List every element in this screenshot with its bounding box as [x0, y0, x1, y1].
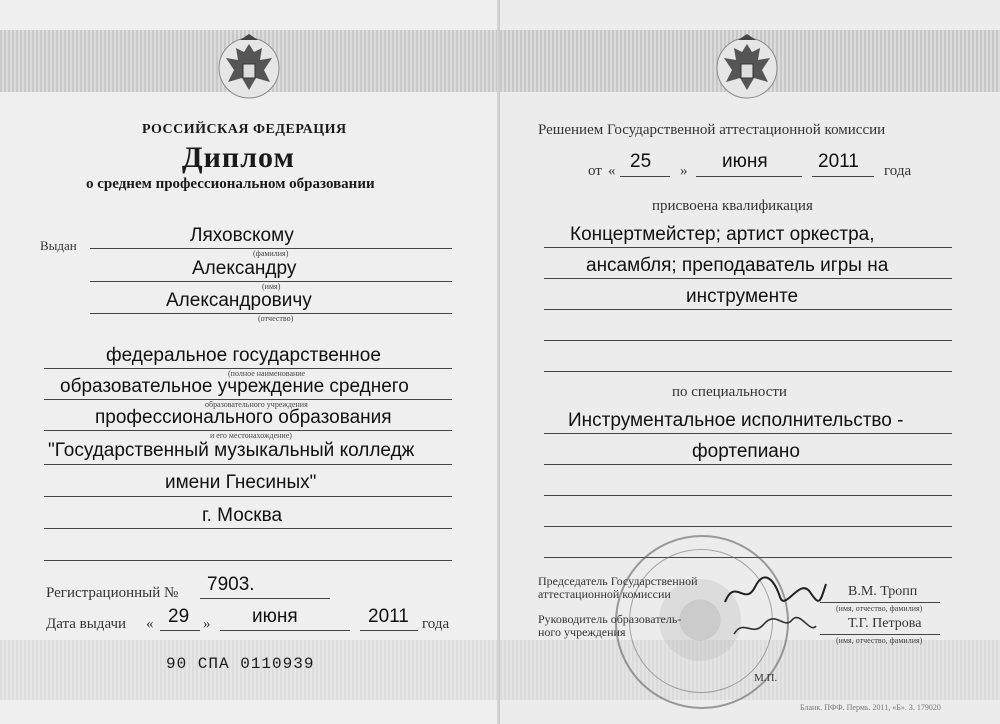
specialty-underline-1	[544, 433, 952, 434]
institution-underline-5	[44, 496, 452, 497]
issue-day: 29	[168, 606, 190, 627]
institution-underline-4	[44, 464, 452, 465]
open-quote: «	[146, 616, 154, 632]
blank-underline	[44, 560, 452, 561]
diploma-title: Диплом	[182, 141, 295, 174]
head-label-1: Руководитель образователь-	[538, 612, 682, 626]
specialty-label: по специальности	[672, 384, 787, 400]
issue-month-underline	[220, 630, 350, 631]
decision-day: 25	[630, 151, 652, 172]
qualification-line-3: инструменте	[686, 286, 799, 307]
institution-line-3: профессионального образования	[95, 407, 392, 428]
chair-signature	[720, 572, 830, 612]
specialty-line-2: фортепиано	[692, 441, 800, 462]
head-name-caption: (имя, отчество, фамилия)	[836, 636, 923, 645]
right-open-quote: «	[608, 163, 616, 179]
qualification-label: присвоена квалификация	[652, 198, 813, 214]
decision-year-suffix: года	[884, 163, 912, 179]
registration-underline	[200, 598, 330, 599]
blank-underline-r4	[544, 526, 952, 527]
issue-year-underline	[360, 630, 418, 631]
specialty-line-1: Инструментальное исполнительство -	[568, 410, 904, 431]
chair-name: В.М. Тропп	[848, 584, 918, 599]
institution-caption-3: и его местонахождение)	[210, 431, 292, 440]
right-close-quote: »	[680, 163, 688, 179]
chair-label-2: аттестационной комиссии	[538, 587, 671, 601]
registration-label: Регистрационный №	[46, 585, 179, 601]
issue-date-label: Дата выдачи	[46, 616, 127, 632]
issue-month: июня	[252, 606, 298, 627]
registration-number: 7903.	[207, 574, 255, 595]
specialty-underline-2	[544, 464, 952, 465]
institution-caption-1: (полное наименование	[228, 369, 306, 378]
coat-of-arms-emblem-right	[714, 30, 780, 100]
head-signature	[730, 612, 820, 642]
serial-number: 90 СПА 0110939	[166, 655, 315, 673]
seal-label: М.П.	[754, 672, 778, 684]
blank-underline-r1	[544, 340, 952, 341]
chair-name-caption: (имя, отчество, фамилия)	[836, 604, 923, 613]
surname-caption: (фамилия)	[253, 249, 289, 258]
issue-year-suffix: года	[422, 616, 450, 632]
qualification-line-2: ансамбля; преподаватель игры на	[586, 255, 889, 276]
head-name-underline	[820, 634, 940, 635]
decision-month: июня	[722, 151, 768, 172]
commission-decision: Решением Государственной аттестационной комиссии	[538, 122, 886, 138]
chair-label-1: Председатель Государственной	[538, 574, 698, 588]
federation-heading: РОССИЙСКАЯ ФЕДЕРАЦИЯ	[142, 122, 347, 137]
blank-underline-r2	[544, 371, 952, 372]
issue-year: 2011	[368, 606, 409, 627]
qualification-underline-2	[544, 278, 952, 279]
coat-of-arms-emblem-left	[216, 30, 282, 100]
head-label-2: ного учреждения	[538, 625, 626, 639]
institution-caption-2: образовательного учреждения	[205, 400, 308, 409]
issued-label: Выдан	[40, 238, 77, 253]
chair-name-underline	[820, 602, 940, 603]
head-name: Т.Г. Петрова	[848, 616, 922, 631]
blank-underline-r3	[544, 495, 952, 496]
city-value: г. Москва	[202, 505, 283, 526]
qualification-underline-3	[544, 309, 952, 310]
patronymic-caption: (отчество)	[258, 314, 294, 323]
institution-line-1: федеральное государственное	[106, 345, 381, 366]
city-underline	[44, 528, 452, 529]
institution-line-2: образовательное учреждение среднего	[60, 376, 409, 397]
decision-day-underline	[620, 176, 670, 177]
decision-year: 2011	[818, 151, 859, 172]
name-caption: (имя)	[262, 282, 281, 291]
close-quote: »	[203, 616, 211, 632]
qualification-line-1: Концертмейстер; артист оркестра,	[570, 224, 875, 245]
institution-line-4: "Государственный музыкальный колледж	[48, 440, 415, 461]
patronymic-value: Александровичу	[166, 290, 312, 311]
decision-year-underline	[812, 176, 874, 177]
from-label: от	[588, 163, 602, 179]
name-value: Александру	[192, 258, 297, 279]
diploma-subtitle: о среднем профессиональном образовании	[86, 176, 375, 192]
print-info: Бланк. ПФФ. Пермь. 2011, «Б». З. 179020	[800, 703, 941, 712]
decision-month-underline	[696, 176, 802, 177]
surname-value: Ляховскому	[190, 225, 294, 246]
issue-day-underline	[160, 630, 200, 631]
qualification-underline-1	[544, 247, 952, 248]
institution-line-5: имени Гнесиных"	[165, 472, 317, 493]
